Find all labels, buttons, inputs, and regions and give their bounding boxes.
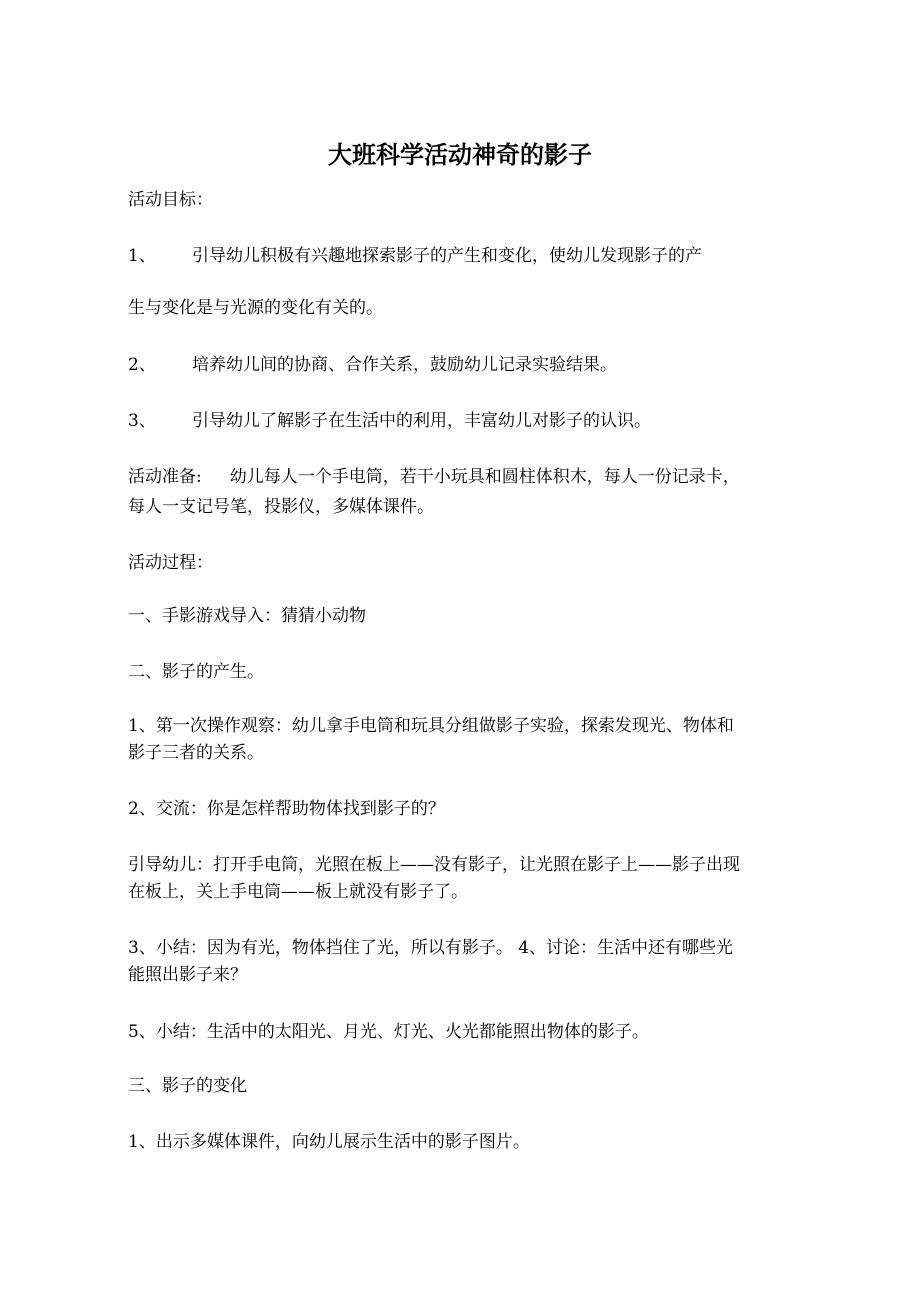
guide-text-continued: 在板上，关上手电筒——板上就没有影子了。 bbox=[128, 882, 468, 902]
section-1-heading: 一、手影游戏导入：猜猜小动物 bbox=[128, 606, 366, 626]
summary-discussion-text: 3、小结：因为有光，物体挡住了光，所以有影子。 4、讨论：生活中还有哪些光 bbox=[128, 938, 734, 958]
goal-text: 培养幼儿间的协商、合作关系，鼓励幼儿记录实验结果。 bbox=[192, 355, 617, 375]
summary-5-text: 5、小结：生活中的太阳光、月光、灯光、火光都能照出物体的影子。 bbox=[128, 1022, 649, 1042]
step-2-text: 2、交流：你是怎样帮助物体找到影子的？ bbox=[128, 799, 445, 819]
goal-number: 2、 bbox=[128, 355, 156, 375]
goal-number: 1、 bbox=[128, 246, 156, 266]
step-1-text-continued: 影子三者的关系。 bbox=[128, 743, 264, 763]
section-2-heading: 二、影子的产生。 bbox=[128, 662, 264, 682]
goal-text: 引导幼儿了解影子在生活中的利用，丰富幼儿对影子的认识。 bbox=[192, 411, 651, 431]
document-title: 大班科学活动神奇的影子 bbox=[328, 140, 592, 169]
prep-paragraph-continued: 每人一支记号笔，投影仪，多媒体课件。 bbox=[128, 497, 434, 517]
goal-item-1-continued: 生与变化是与光源的变化有关的。 bbox=[128, 298, 383, 318]
goals-heading: 活动目标： bbox=[128, 190, 213, 210]
summary-discussion-text-continued: 能照出影子来？ bbox=[128, 965, 247, 985]
prep-text: 幼儿每人一个手电筒，若干小玩具和圆柱体积木，每人一份记录卡， bbox=[229, 467, 740, 487]
step-3-1-text: 1、出示多媒体课件，向幼儿展示生活中的影子图片。 bbox=[128, 1132, 530, 1152]
goal-text: 引导幼儿积极有兴趣地探索影子的产生和变化，使幼儿发现影子的产 bbox=[192, 246, 702, 266]
goal-item-1 bbox=[128, 244, 808, 268]
prep-label: 活动准备: bbox=[128, 467, 202, 487]
goal-item-3 bbox=[128, 409, 808, 433]
prep-paragraph bbox=[128, 465, 808, 489]
guide-text: 引导幼儿：打开手电筒，光照在板上——没有影子，让光照在影子上——影子出现 bbox=[128, 855, 740, 875]
step-1-text: 1、第一次操作观察：幼儿拿手电筒和玩具分组做影子实验，探索发现光、物体和 bbox=[128, 716, 734, 736]
process-heading: 活动过程： bbox=[128, 553, 213, 573]
goal-item-2 bbox=[128, 353, 808, 377]
goal-number: 3、 bbox=[128, 411, 156, 431]
section-3-heading: 三、影子的变化 bbox=[128, 1076, 247, 1096]
